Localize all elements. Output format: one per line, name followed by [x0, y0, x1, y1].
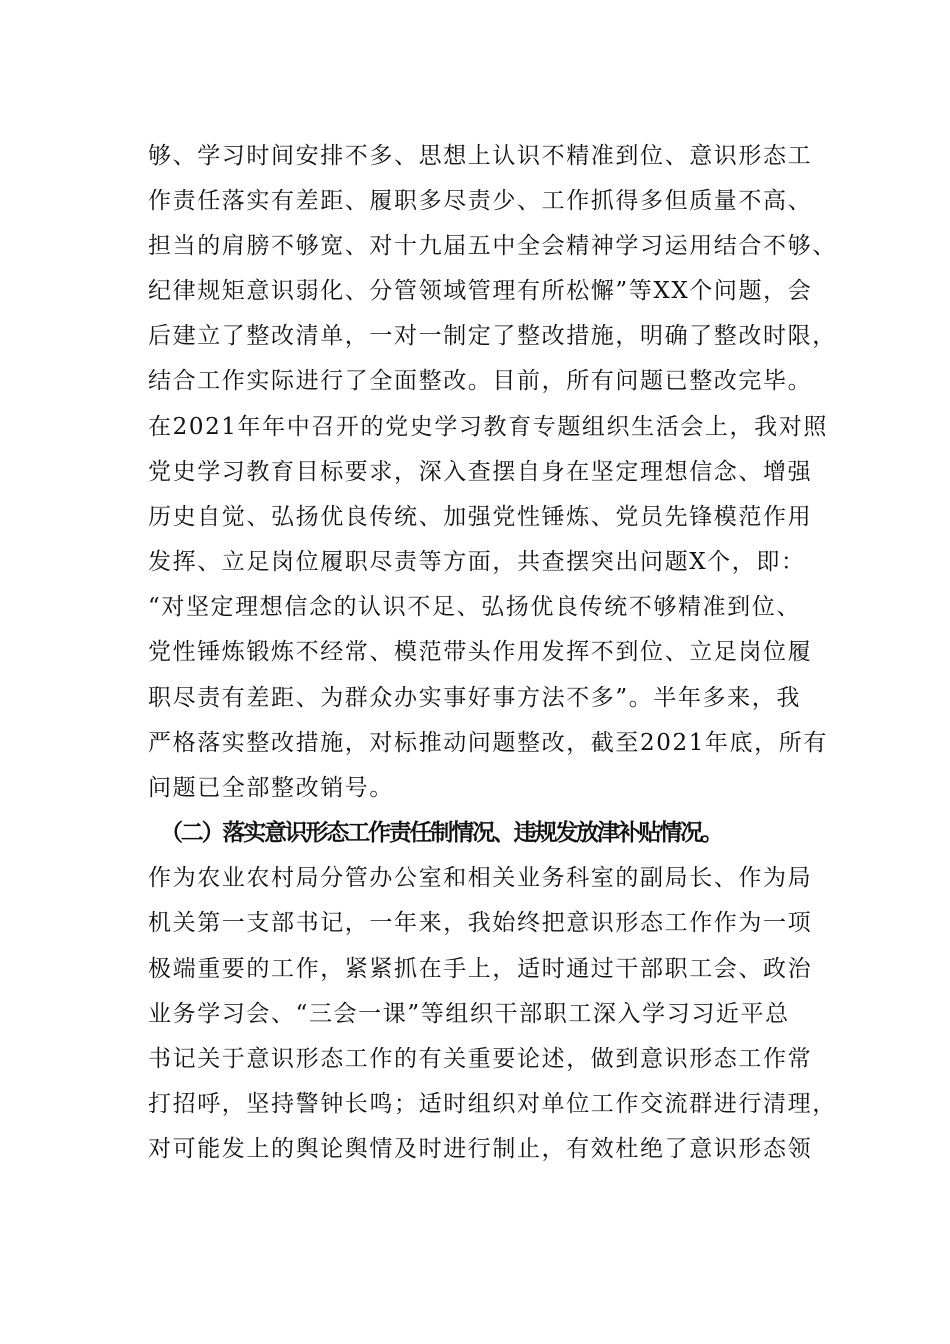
body-text-line: 发挥、立足岗位履职尽责等方面，共查摆突出问题X个，即： [148, 549, 806, 575]
body-text-line: 严格落实整改措施，对标推动问题整改，截至2021年底，所有 [148, 730, 828, 756]
body-text-line: 对可能发上的舆论舆情及时进行制止，有效杜绝了意识形态领 [148, 1136, 813, 1162]
body-text-line: 在2021年年中召开的党史学习教育专题组织生活会上，我对照 [148, 414, 828, 440]
body-text-line: “对坚定理想信念的认识不足、弘扬优良传统不够精准到位、 [148, 594, 801, 620]
body-text-line: 书记关于意识形态工作的有关重要论述，做到意识形态工作常 [148, 1046, 813, 1072]
body-text-line: 机关第一支部书记，一年来，我始终把意识形态工作作为一项 [148, 910, 813, 936]
body-text-line: 党史学习教育目标要求，深入查摆自身在坚定理想信念、增强 [148, 459, 813, 485]
body-text-line: 结合工作实际进行了全面整改。目前，所有问题已整改完毕。 [148, 368, 813, 394]
body-text-line: 够、学习时间安排不多、思想上认识不精准到位、意识形态工 [148, 143, 813, 169]
body-text-line: 业务学习会、“三会一课”等组织干部职工深入学习习近平总 [148, 1001, 790, 1027]
body-text-line: 历史自觉、弘扬优良传统、加强党性锤炼、党员先锋模范作用 [148, 504, 813, 530]
body-text-line: 极端重要的工作，紧紧抓在手上，适时通过干部职工会、政治 [148, 956, 813, 982]
section-heading: （二）落实意识形态工作责任制情况、违规发放津补贴情况。 [160, 819, 722, 846]
body-text-line: 职尽责有差距、为群众办实事好事方法不多”。半年多来，我 [148, 685, 801, 711]
body-text-line: 作责任落实有差距、履职多尽责少、工作抓得多但质量不高、 [148, 188, 813, 214]
body-text-line: 打招呼，坚持警钟长鸣；适时组织对单位工作交流群进行清理， [148, 1091, 837, 1117]
body-text-line: 问题已全部整改销号。 [148, 775, 394, 801]
body-text-line: 作为农业农村局分管办公室和相关业务科室的副局长、作为局 [148, 865, 813, 891]
body-text-line: 纪律规矩意识弱化、分管领域管理有所松懈”等XX个问题，会 [148, 278, 813, 304]
body-text-line: 党性锤炼锻炼不经常、模范带头作用发挥不到位、立足岗位履 [148, 639, 813, 665]
body-text-line: 担当的肩膀不够宽、对十九届五中全会精神学习运用结合不够、 [148, 233, 837, 259]
body-text-line: 后建立了整改清单，一对一制定了整改措施，明确了整改时限， [148, 323, 837, 349]
